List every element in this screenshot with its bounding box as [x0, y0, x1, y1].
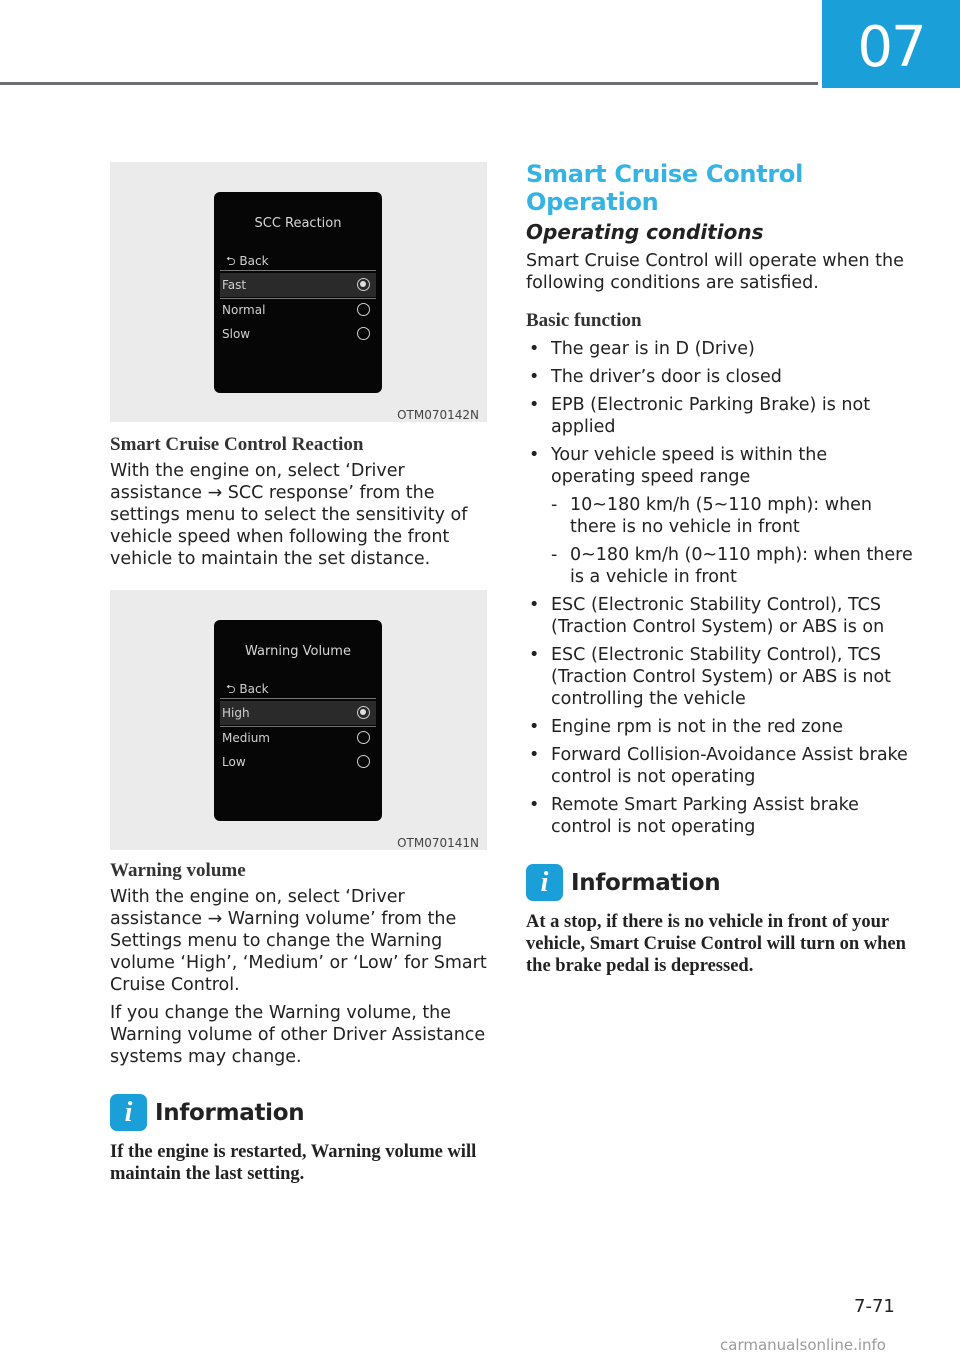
back-menu-item: ⮌ Back: [226, 682, 269, 696]
volume-heading: Warning volume: [110, 860, 246, 881]
radio-unselected-icon: [357, 755, 370, 768]
right-column: [526, 160, 916, 977]
condition-list: [526, 338, 916, 838]
cluster-screen: [214, 620, 382, 821]
bullet-icon: •: [529, 445, 540, 465]
radio-unselected-icon: [357, 731, 370, 744]
bullet-icon: •: [529, 795, 540, 815]
information-text: At a stop, if there is no vehicle in front of your vehicle, Smart Cruise Control will turn on when the brake pedal is depressed.: [526, 912, 906, 976]
list-item-text: 10~180 km/h (5~110 mph): when there is no vehicle in front: [570, 495, 873, 537]
bullet-icon: •: [529, 595, 540, 615]
list-item: [526, 444, 916, 588]
intro-text: [526, 250, 916, 294]
dash-icon: -: [551, 545, 558, 565]
information-icon: i: [526, 864, 563, 901]
volume-text: [110, 886, 487, 1068]
list-item: [526, 744, 916, 788]
list-item: [526, 366, 916, 388]
information-box: [526, 864, 916, 977]
screen-divider: [220, 270, 376, 271]
paragraph: If you change the Warning volume, the Warning volume of other Driver Assistance systems may change.: [110, 1003, 486, 1067]
list-item-text: ESC (Electronic Stability Control), TCS (Traction Control System) or ABS is on: [551, 595, 885, 637]
list-item: [526, 594, 916, 638]
list-item-text: Your vehicle speed is within the operating speed range: [551, 445, 828, 487]
option-label: Slow: [222, 327, 251, 341]
figure-code: OTM070141N: [397, 836, 479, 850]
paragraph: With the engine on, select ‘Driver assistance → Warning volume’ from the Settings menu to change the Warning volume ‘High’, ‘Medium’ or ‘Low’ for Smart Cruise Control.: [110, 887, 487, 995]
list-item: [551, 494, 916, 538]
radio-unselected-icon: [357, 327, 370, 340]
bullet-icon: •: [529, 339, 540, 359]
list-item-text: Remote Smart Parking Assist brake control is not operating: [551, 795, 859, 837]
list-item: [551, 544, 916, 588]
basic-function-heading: Basic function: [526, 310, 642, 331]
header-rule: [0, 82, 818, 85]
list-item: [526, 338, 916, 360]
cluster-screen: [214, 192, 382, 393]
bullet-icon: •: [529, 367, 540, 387]
warning-volume-figure: [110, 590, 487, 850]
option-row: [220, 298, 376, 322]
scc-reaction-figure: [110, 162, 487, 422]
information-text: If the engine is restarted, Warning volume will maintain the last setting.: [110, 1142, 477, 1184]
screen-divider: [220, 698, 376, 699]
list-item-text: Forward Collision-Avoidance Assist brake control is not operating: [551, 745, 908, 787]
option-label: Low: [222, 755, 246, 769]
option-row: [220, 322, 376, 346]
option-label: Fast: [222, 278, 247, 292]
watermark: carmanualsonline.info: [720, 1336, 886, 1354]
list-item-text: 0~180 km/h (0~110 mph): when there is a vehicle in front: [570, 545, 913, 587]
list-item-text: ESC (Electronic Stability Control), TCS (Traction Control System) or ABS is not controlling the vehicle: [551, 645, 892, 709]
option-row: [220, 273, 376, 297]
list-item: [526, 644, 916, 710]
information-box: [110, 1094, 487, 1185]
option-row: [220, 750, 376, 774]
reaction-heading: Smart Cruise Control Reaction: [110, 434, 364, 455]
left-column: [110, 162, 487, 1185]
bullet-icon: •: [529, 745, 540, 765]
list-item: [526, 794, 916, 838]
option-label: High: [222, 706, 250, 720]
radio-selected-icon: [357, 706, 370, 719]
list-item-text: EPB (Electronic Parking Brake) is not applied: [551, 395, 871, 437]
dash-icon: -: [551, 495, 558, 515]
subsection-title: Operating conditions: [526, 220, 764, 244]
screen-title: Warning Volume: [245, 644, 351, 659]
radio-unselected-icon: [357, 303, 370, 316]
bullet-icon: •: [529, 395, 540, 415]
bullet-icon: •: [529, 645, 540, 665]
list-item: [526, 716, 916, 738]
information-header: [526, 864, 916, 901]
information-icon: i: [110, 1094, 147, 1131]
information-title: Information: [155, 1099, 305, 1126]
section-title: Smart Cruise Control Operation: [526, 160, 804, 216]
figure-code: OTM070142N: [397, 408, 479, 422]
information-title: Information: [571, 869, 721, 896]
option-row: [220, 726, 376, 750]
radio-selected-icon: [357, 278, 370, 291]
option-label: Normal: [222, 303, 266, 317]
list-item-text: The driver’s door is closed: [551, 367, 782, 387]
list-item: [526, 394, 916, 438]
chapter-tab: 07: [822, 0, 960, 88]
page-number: 7-71: [854, 1296, 895, 1317]
screen-title: SCC Reaction: [254, 216, 342, 231]
list-item-text: Engine rpm is not in the red zone: [551, 717, 844, 737]
reaction-text: [110, 460, 487, 570]
paragraph: Smart Cruise Control will operate when the following conditions are satisfied.: [526, 251, 904, 293]
option-label: Medium: [222, 731, 270, 745]
back-menu-item: ⮌ Back: [226, 254, 269, 268]
bullet-icon: •: [529, 717, 540, 737]
speed-range-list: [551, 494, 916, 588]
paragraph: With the engine on, select ‘Driver assistance → SCC response’ from the settings menu to select the sensitivity of vehicle speed when following the front vehicle to maintain the set distance.: [110, 461, 468, 569]
information-header: [110, 1094, 487, 1131]
list-item-text: The gear is in D (Drive): [551, 339, 755, 359]
option-row: [220, 701, 376, 725]
